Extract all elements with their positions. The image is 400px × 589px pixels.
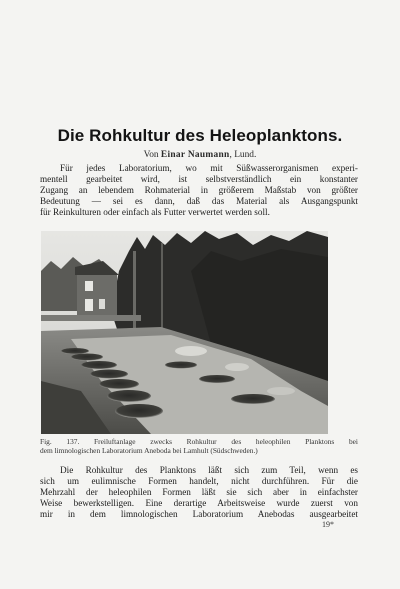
body-line: sich um eulimnische Formen handelt, nicht durchführen. Für die (40, 476, 358, 487)
body-paragraph (40, 465, 358, 520)
caption-line: dem limnologischen Laboratorium Aneboda bei Lamhult (Südschweden.) (40, 445, 258, 455)
intro-line: für Reinkulturen oder einfach als Futter verwertet werden soll. (40, 207, 270, 218)
body-line: Die Rohkultur des Planktons läßt sich zum Teil, wenn es (60, 465, 358, 475)
intro-line: mentell gearbeitet wird, ist selbstverständlich ein konstanter (40, 174, 358, 185)
figure-caption (40, 438, 358, 455)
byline (40, 150, 360, 160)
byline-prefix: Von (143, 150, 159, 160)
author-place: , Lund. (229, 150, 257, 160)
page-number: 19* (322, 520, 334, 529)
body-line: mir in dem limnologischen Laboratorium Anebodas ausgearbeitet (40, 509, 358, 520)
figure-photo (41, 231, 328, 434)
article-title: Die Rohkultur des Heleoplanktons. (57, 126, 343, 145)
caption-line: Fig. 137. Freiluftanlage zwecks Rohkultur des heleophilen Planktons bei (40, 437, 358, 446)
photo-illustration (41, 231, 328, 434)
author-name: Einar Naumann (160, 150, 230, 160)
intro-paragraph (40, 163, 358, 218)
intro-line: Für jedes Laboratorium, wo mit Süßwasserorganismen experi- (60, 163, 358, 173)
intro-line: Bedeutung — sei es dann, daß das Material als Ausgangspunkt (40, 196, 358, 207)
intro-line: Zugang an lebendem Rohmaterial in größerem Maßstab von größter (40, 185, 358, 196)
body-line: Weise bewerkstelligen. Eine derartige Arbeitsweise wurde zuerst von (40, 498, 358, 509)
body-line: Mehrzahl der heleophilen Formen läßt sie sich aber in einfachster (40, 487, 358, 498)
